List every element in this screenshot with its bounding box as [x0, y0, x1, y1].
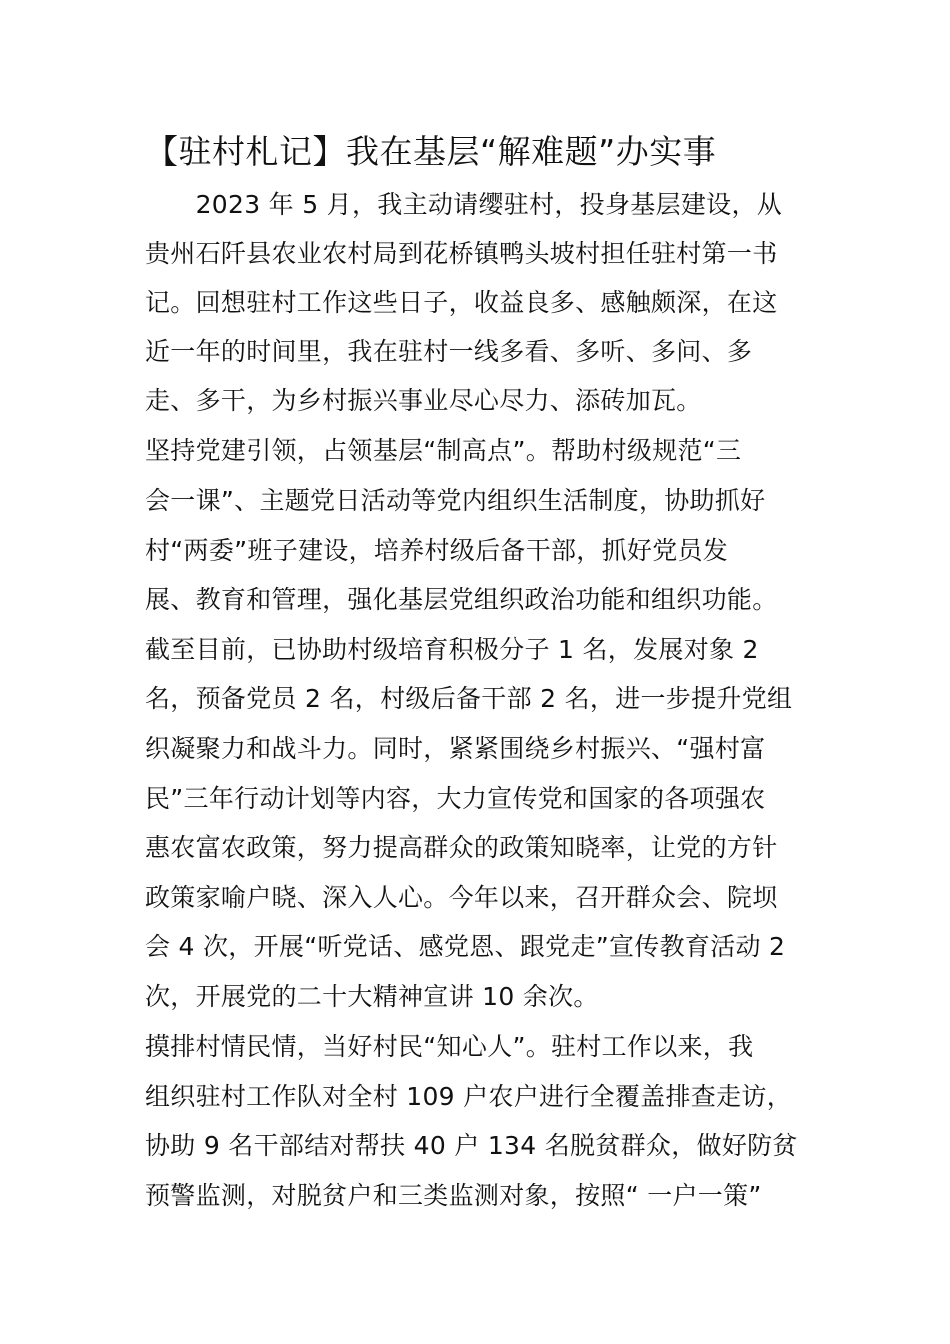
body-line: 展、教育和管理，强化基层党组织政治功能和组织功能。 — [145, 585, 778, 614]
body-line: 会 4 次，开展“听党话、感党恩、跟党走”宣传教育活动 2 — [145, 932, 786, 961]
body-line: 近一年的时间里，我在驻村一线多看、多听、多问、多 — [145, 337, 753, 366]
body-line: 摸排村情民情，当好村民“知心人”。驻村工作以来，我 — [145, 1032, 754, 1061]
body-line: 次，开展党的二十大精神宣讲 10 余次。 — [145, 982, 599, 1011]
body-line: 截至目前，已协助村级培育积极分子 1 名，发展对象 2 — [145, 635, 759, 664]
body-line: 预警监测，对脱贫户和三类监测对象，按照“ 一户一策” — [145, 1181, 762, 1210]
body-line: 贵州石阡县农业农村局到花桥镇鸭头坡村担任驻村第一书 — [145, 239, 778, 268]
document-title: 【驻村札记】我在基层“解难题”办实事 — [145, 132, 717, 171]
body-line: 名，预备党员 2 名，村级后备干部 2 名，进一步提升党组 — [145, 684, 793, 713]
body-line: 组织驻村工作队对全村 109 户农户进行全覆盖排查走访， — [145, 1082, 793, 1111]
body-line: 政策家喻户晓、深入人心。今年以来，召开群众会、院坝 — [145, 883, 778, 912]
body-line: 惠农富农政策，努力提高群众的政策知晓率，让党的方针 — [145, 833, 778, 862]
body-line: 村“两委”班子建设，培养村级后备干部，抓好党员发 — [145, 536, 729, 565]
body-line: 2023 年 5 月，我主动请缨驻村，投身基层建设，从 — [145, 190, 783, 219]
body-line: 记。回想驻村工作这些日子，收益良多、感触颇深，在这 — [145, 288, 778, 317]
body-line: 织凝聚力和战斗力。同时，紧紧围绕乡村振兴、“强村富 — [145, 734, 766, 763]
body-line: 走、多干，为乡村振兴事业尽心尽力、添砖加瓦。 — [145, 386, 702, 415]
body-line: 民”三年行动计划等内容，大力宣传党和国家的各项强农 — [145, 784, 766, 813]
body-line: 坚持党建引领，占领基层“制高点”。帮助村级规范“三 — [145, 436, 742, 465]
body-line: 协助 9 名干部结对帮扶 40 户 134 名脱贫群众，做好防贫 — [145, 1131, 798, 1160]
body-line: 会一课”、主题党日活动等党内组织生活制度，协助抓好 — [145, 486, 766, 515]
